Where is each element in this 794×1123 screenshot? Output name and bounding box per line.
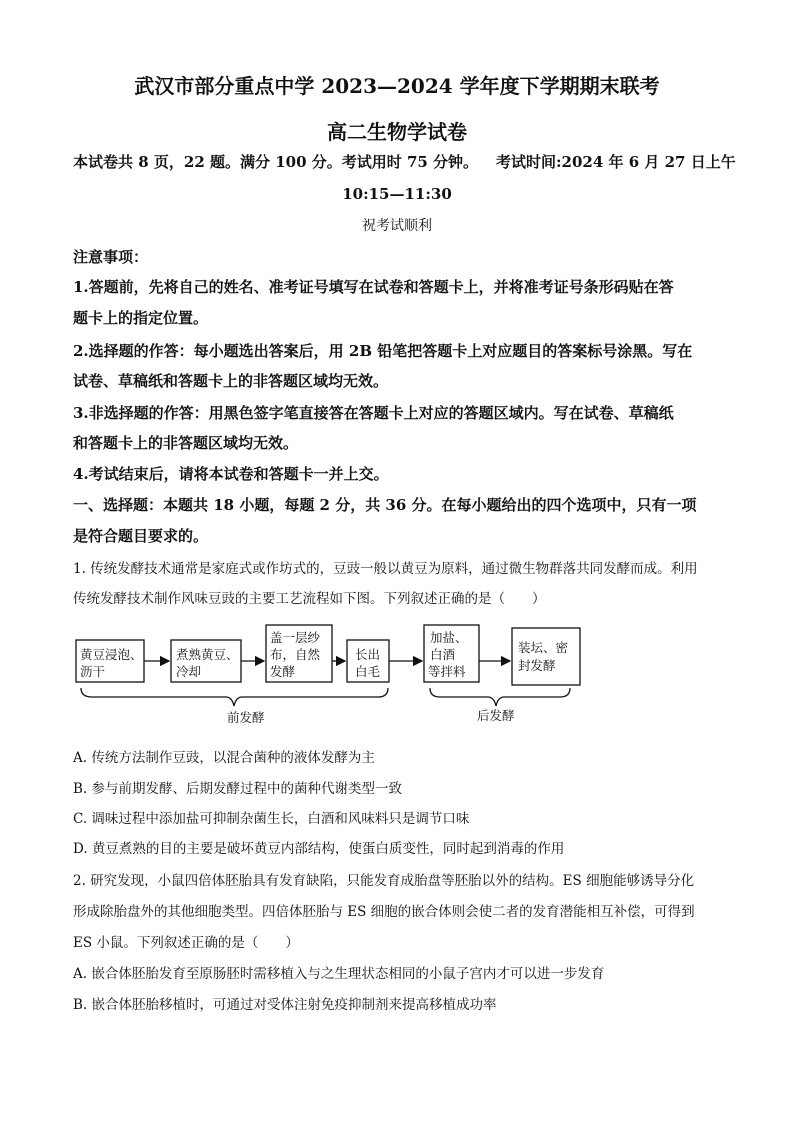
flow-text: 装坛、密 [518, 640, 569, 655]
flow-text: 发酵 [270, 664, 296, 679]
q1-option-a: A. 传统方法制作豆豉，以混合菌种的液体发酵为主 [73, 750, 375, 766]
section-heading: 一、选择题：本题共 18 小题，每题 2 分，共 36 分。在每小题给出的四个选项中，只有一项 [73, 496, 697, 514]
q2-stem-cont: 形成除胎盘外的其他细胞类型。四倍体胚胎与 ES 细胞的嵌合体则会使二者的发育潜能相互补偿，可得到 [73, 904, 695, 920]
q2-stem-cont: ES 小鼠。下列叙述正确的是（ ） [73, 935, 299, 951]
q1-stem-cont: 传统发酵技术制作风味豆豉的主要工艺流程如下图。下列叙述正确的是（ ） [73, 591, 546, 607]
note-line: 2.选择题的作答：每小题选出答案后，用 2B 铅笔把答题卡上对应题目的答案标号涂黑。写在 [73, 342, 693, 360]
flow-text: 加盐、 [430, 630, 468, 645]
exam-time: 考试时间:2024 年 6 月 27 日上午 [496, 153, 736, 171]
q2-option-b: B. 嵌合体胚胎移植时，可通过对受体注射免疫抑制剂来提高移植成功率 [73, 997, 497, 1013]
section-heading-cont: 是符合题目要求的。 [73, 527, 209, 545]
wish-text: 祝考试顺利 [362, 218, 432, 234]
exam-info: 本试卷共 8 页，22 题。满分 100 分。考试用时 75 分钟。 [73, 153, 479, 171]
flow-text: 白毛 [355, 664, 381, 679]
brace-post-fermentation [430, 688, 570, 706]
flow-text: 长出 [355, 647, 381, 662]
q1-stem: 1. 传统发酵技术通常是家庭式或作坊式的，豆豉一般以黄豆为原料，通过微生物群落共同发酵而成。利用 [73, 561, 698, 577]
flow-text: 等拌料 [428, 664, 466, 679]
flow-text: 冷却 [176, 664, 202, 679]
exam-subtitle: 高二生物学试卷 [327, 120, 467, 144]
q1-option-b: B. 参与前期发酵、后期发酵过程中的菌种代谢类型一致 [73, 781, 403, 797]
flow-text: 黄豆浸泡、 [80, 647, 143, 662]
note-line: 3.非选择题的作答：用黑色签字笔直接答在答题卡上对应的答题区域内。写在试卷、草稿纸 [73, 404, 674, 422]
q2-option-a: A. 嵌合体胚胎发育至原肠胚时需移植入与之生理状态相同的小鼠子宫内才可以进一步发育 [73, 966, 605, 982]
brace-label-pre: 前发酵 [227, 710, 265, 725]
flow-text: 封发酵 [518, 658, 556, 673]
flow-text: 沥干 [80, 664, 106, 679]
flow-text: 白酒 [430, 647, 456, 662]
note-line: 和答题卡上的非答题区域均无效。 [73, 434, 299, 452]
flow-text: 盖一层纱 [270, 630, 321, 645]
flow-text: 布，自然 [270, 647, 321, 662]
q1-option-c: C. 调味过程中添加盐可抑制杂菌生长，白酒和风味料只是调节口味 [73, 811, 470, 827]
note-line: 题卡上的指定位置。 [73, 309, 209, 327]
note-line: 4.考试结束后，请将本试卷和答题卡一并上交。 [73, 465, 389, 483]
q1-option-d: D. 黄豆煮熟的目的主要是破坏黄豆内部结构，使蛋白质变性，同时起到消毒的作用 [73, 841, 565, 857]
note-line: 试卷、草稿纸和答题卡上的非答题区域均无效。 [73, 372, 389, 390]
q2-stem: 2. 研究发现，小鼠四倍体胚胎具有发育缺陷，只能发育成胎盘等胚胎以外的结构。ES 细胞能够诱导分化 [73, 873, 695, 889]
notes-heading: 注意事项： [73, 248, 149, 266]
flow-box-seal [512, 628, 580, 685]
exam-title: 武汉市部分重点中学 2023—2024 学年度下学期期末联考 [134, 74, 660, 98]
brace-pre-fermentation [81, 688, 388, 706]
brace-label-post: 后发酵 [477, 708, 515, 723]
exam-time-range: 10:15—11:30 [342, 185, 452, 203]
note-line: 1.答题前，先将自己的姓名、准考证号填写在试卷和答题卡上，并将准考证号条形码贴在答 [73, 278, 674, 296]
flow-text: 煮熟黄豆、 [176, 647, 239, 662]
